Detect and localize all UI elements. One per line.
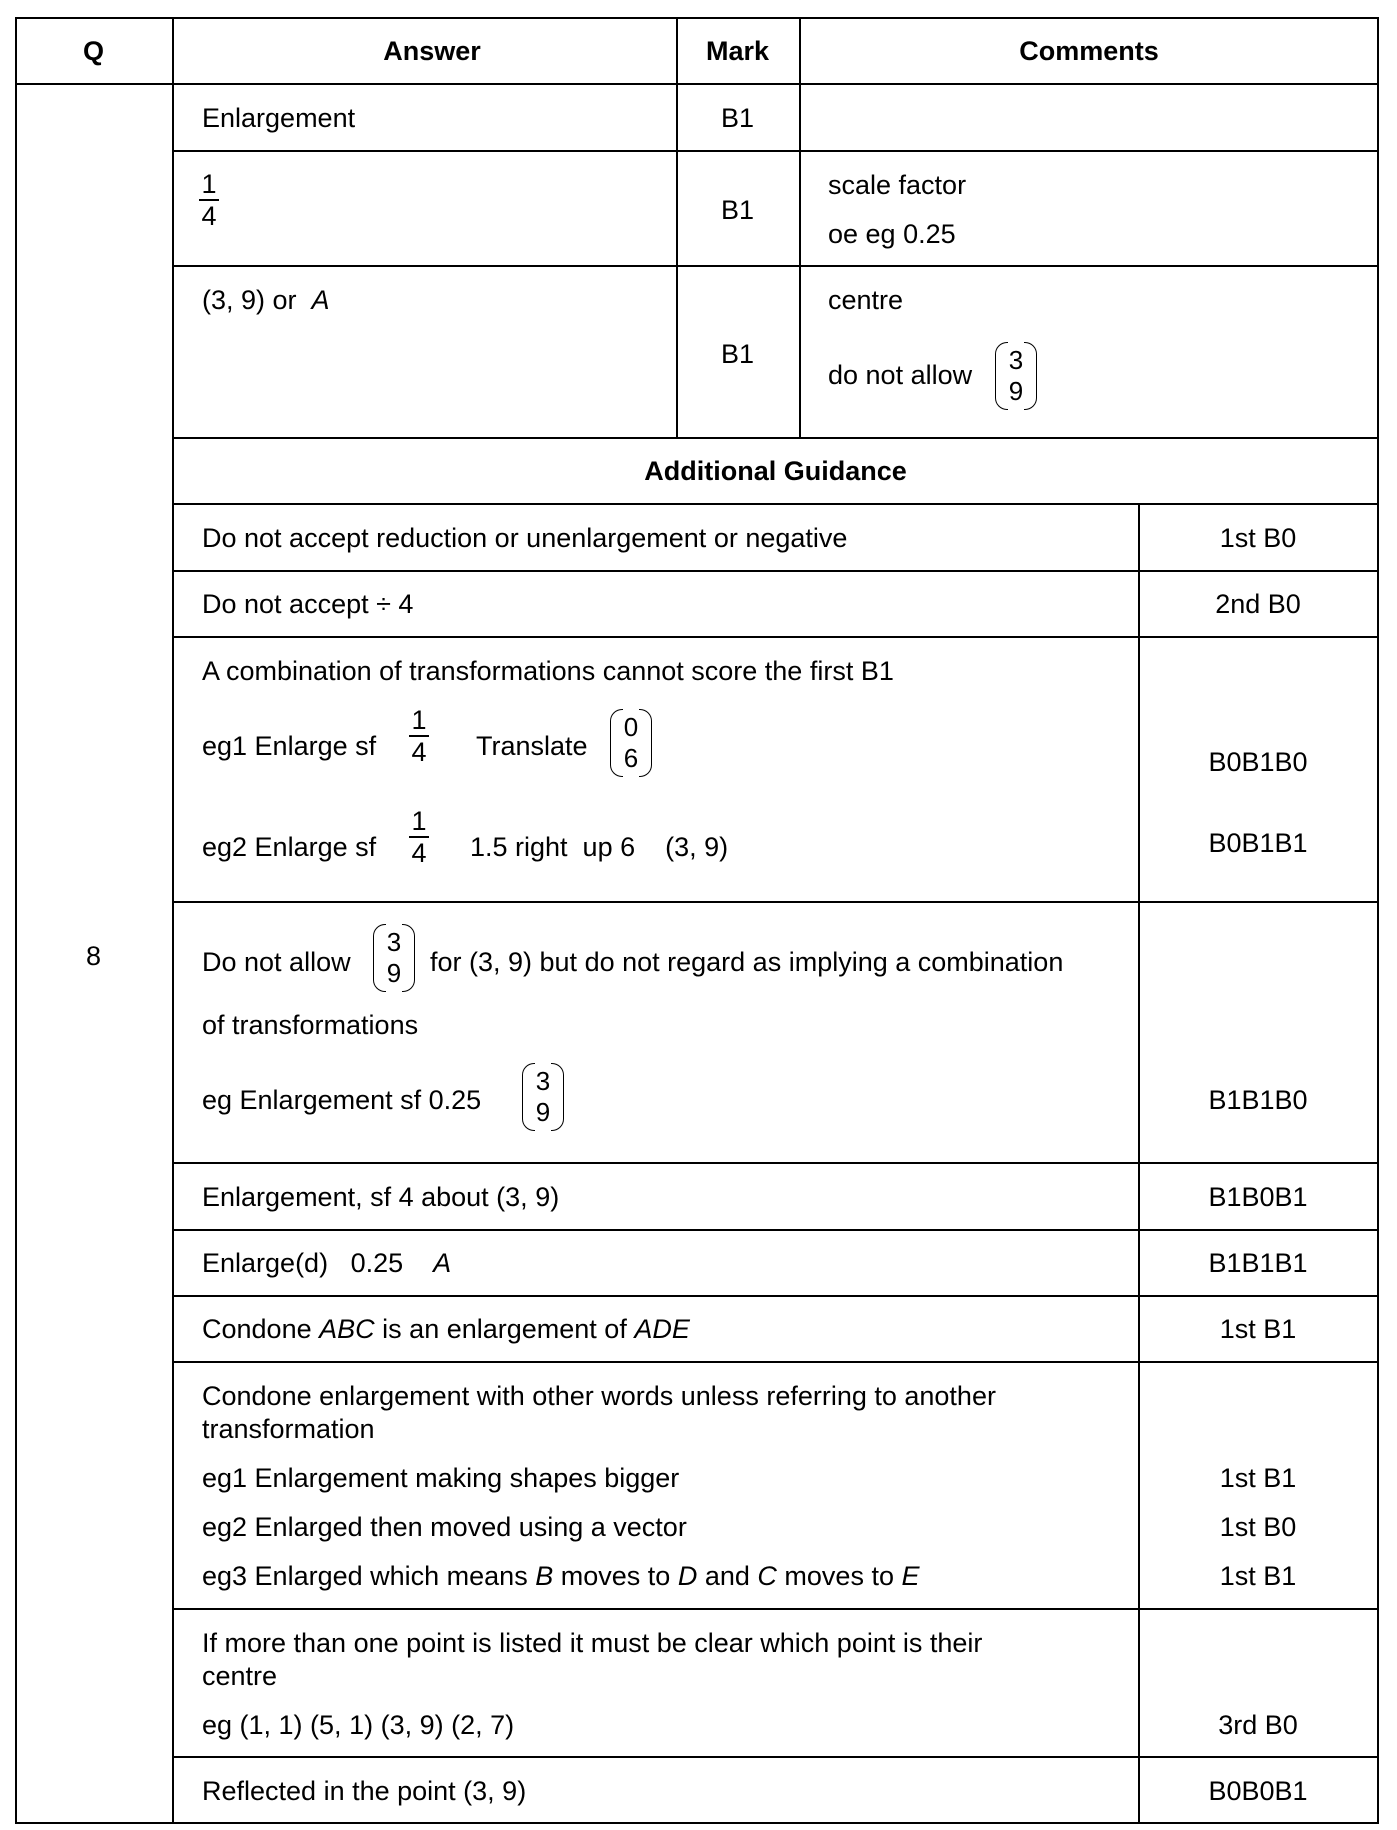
mark-3: B1 [720,339,755,369]
question-number: 8 [85,941,102,971]
guidance-8-line2: transformation [202,1414,375,1444]
guidance-3-eg2-mark: B0B1B1 [1208,828,1308,858]
guidance-5-mark: B1B0B1 [1208,1182,1308,1212]
guidance-8-line1: Condone enlargement with other words unless referring to another [202,1381,996,1411]
column-vector: 3 9 [373,924,415,992]
guidance-8-eg2-mark: 1st B0 [1219,1512,1297,1542]
rule [15,83,1379,85]
comment-3b: do not allow [828,360,973,390]
comment-2b: oe eg 0.25 [828,219,956,249]
fraction-numerator: 1 [201,169,217,199]
rule [172,17,174,1823]
rule [172,636,1379,638]
rule [172,503,1379,505]
guidance-4-mark: B1B1B0 [1208,1085,1308,1115]
comment-2a: scale factor [828,170,967,200]
guidance-9-line1: If more than one point is listed it must be clear which point is their [202,1628,983,1658]
rule [172,901,1379,903]
guidance-3-eg1: eg1 Enlarge sf [202,731,377,761]
rule [172,570,1379,572]
mark-2: B1 [720,195,755,225]
guidance-8-eg2: eg2 Enlarged then moved using a vector [202,1512,687,1542]
column-vector: 3 9 [522,1063,564,1131]
guidance-6: Enlarge(d) 0.25 A [202,1248,452,1278]
guidance-9-line2: centre [202,1661,278,1691]
rule [172,1361,1379,1363]
guidance-9-mark: 3rd B0 [1218,1710,1298,1740]
guidance-2-mark: 2nd B0 [1215,589,1301,619]
header-answer: Answer [383,36,481,66]
rule [172,1608,1379,1610]
comment-3a: centre [828,285,904,315]
guidance-7-mark: 1st B1 [1219,1314,1297,1344]
guidance-3-eg2-fraction: 1 4 [409,808,429,866]
rule [15,17,1379,19]
guidance-3: A combination of transformations cannot score the first B1 [202,656,894,686]
rule [172,265,1379,267]
guidance-1: Do not accept reduction or unenlargement or negative [202,523,848,553]
guidance-10-mark: B0B0B1 [1208,1776,1308,1806]
guidance-10: Reflected in the point (3, 9) [202,1776,527,1806]
fraction-denominator: 4 [201,200,217,231]
rule [172,1295,1379,1297]
guidance-1-mark: 1st B0 [1219,523,1297,553]
answer-2-fraction [199,171,219,229]
guidance-4-line2: of transformations [202,1010,419,1040]
guidance-8-eg1-mark: 1st B1 [1219,1463,1297,1493]
column-vector: 3 9 [995,342,1037,410]
mark-1: B1 [720,103,755,133]
guidance-8-eg3-mark: 1st B1 [1219,1561,1297,1591]
guidance-3-eg1-mark: B0B1B0 [1208,747,1308,777]
guidance-3-eg2: eg2 Enlarge sf [202,832,377,862]
guidance-8-eg1: eg1 Enlargement making shapes bigger [202,1463,680,1493]
guidance-4-post: for (3, 9) but do not regard as implying a combination [430,947,1064,977]
guidance-3-eg2-text: 1.5 right up 6 (3, 9) [470,832,729,862]
header-comments: Comments [1019,36,1159,66]
rule [15,1822,1379,1824]
column-vector: 0 6 [610,709,652,777]
rule [172,150,1379,152]
rule [799,17,801,438]
answer-1: Enlargement [202,103,356,133]
answer-3: (3, 9) or A [202,285,330,315]
guidance-3-eg1-fraction: 1 4 [409,707,429,765]
rule [15,17,17,1823]
rule [172,1229,1379,1231]
guidance-6-mark: B1B1B1 [1208,1248,1308,1278]
rule [172,437,1379,439]
header-q: Q [82,36,104,66]
guidance-3-eg1-translate: Translate [476,731,588,761]
rule [676,17,678,438]
rule [172,1162,1379,1164]
guidance-5: Enlargement, sf 4 about (3, 9) [202,1182,560,1212]
rule [1377,17,1379,1823]
guidance-4-eg: eg Enlargement sf 0.25 [202,1085,482,1115]
guidance-4-pre: Do not allow [202,947,351,977]
guidance-title: Additional Guidance [644,456,907,486]
rule [1138,503,1140,1823]
rule [172,1756,1379,1758]
guidance-8-eg3: eg3 Enlarged which means B moves to D and C moves to E [202,1561,920,1591]
header-mark: Mark [705,36,770,66]
guidance-7: Condone ABC is an enlargement of ADE [202,1314,690,1344]
guidance-9-eg: eg (1, 1) (5, 1) (3, 9) (2, 7) [202,1710,515,1740]
guidance-2: Do not accept ÷ 4 [202,589,414,619]
